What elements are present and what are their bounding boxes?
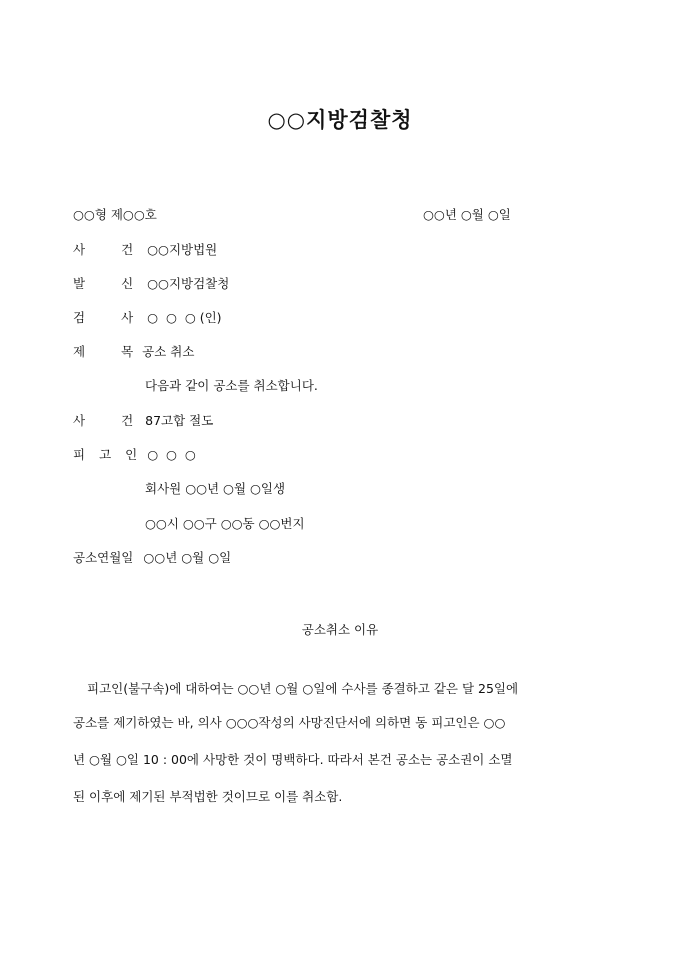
subject-label-1: 제 (73, 344, 86, 359)
reason-line-4: 된 이후에 제기된 부적법한 것이므로 이를 취소함. (73, 789, 343, 804)
indictment-date-value: ○○년 ○월 ○일 (143, 550, 232, 565)
indictment-date-row (73, 550, 231, 566)
sender-label-2: 신 (121, 276, 134, 291)
sender-value: ○○지방검찰청 (147, 276, 230, 291)
reason-line-3: 년 ○월 ○일 10 : 00에 사망한 것이 명백하다. 따라서 본건 공소는 공소권이 소멸 (73, 752, 513, 767)
subject-label-2: 목 (121, 344, 134, 359)
sender-label-1: 발 (73, 276, 86, 291)
document-date: ○○년 ○월 ○일 (423, 207, 511, 222)
prosecutor-row (73, 310, 222, 326)
case-label-2: 건 (121, 242, 134, 257)
case-row (73, 242, 217, 258)
defendant-label-3: 인 (125, 447, 138, 462)
intro-text: 다음과 같이 공소를 취소합니다. (145, 378, 318, 393)
prosecutor-label-1: 검 (73, 310, 86, 325)
case2-row (73, 413, 213, 429)
defendant-label-1: 피 (73, 447, 86, 462)
sender-row (73, 276, 229, 292)
reason-line-1: 피고인(불구속)에 대하여는 ○○년 ○월 ○일에 수사를 종결하고 같은 달 25일에 (87, 681, 519, 696)
case2-value: 87고합 절도 (145, 413, 214, 428)
defendant-info: 회사원 ○○년 ○월 ○일생 (145, 481, 286, 496)
prosecutor-value: ○ ○ ○ (인) (147, 310, 222, 325)
subject-row (73, 344, 194, 360)
subject-value: 공소 취소 (142, 344, 195, 359)
case-value: ○○지방법원 (147, 242, 218, 257)
indictment-date-label: 공소연월일 (73, 550, 134, 565)
case2-label-2: 건 (121, 413, 134, 428)
defendant-label-2: 고 (99, 447, 112, 462)
prosecutor-label-2: 사 (121, 310, 134, 325)
defendant-value: ○ ○ ○ (147, 447, 196, 462)
case-label-1: 사 (73, 242, 86, 257)
case2-label-1: 사 (73, 413, 86, 428)
document-title: ○○지방검찰청 (267, 108, 413, 132)
reason-heading: 공소취소 이유 (301, 622, 379, 637)
defendant-address: ○○시 ○○구 ○○동 ○○번지 (145, 516, 305, 531)
defendant-row (73, 447, 196, 463)
reason-line-2: 공소를 제기하였는 바, 의사 ○○○작성의 사망진단서에 의하면 동 피고인은 ○○ (73, 715, 506, 730)
document-number: ○○형 제○○호 (73, 207, 157, 222)
